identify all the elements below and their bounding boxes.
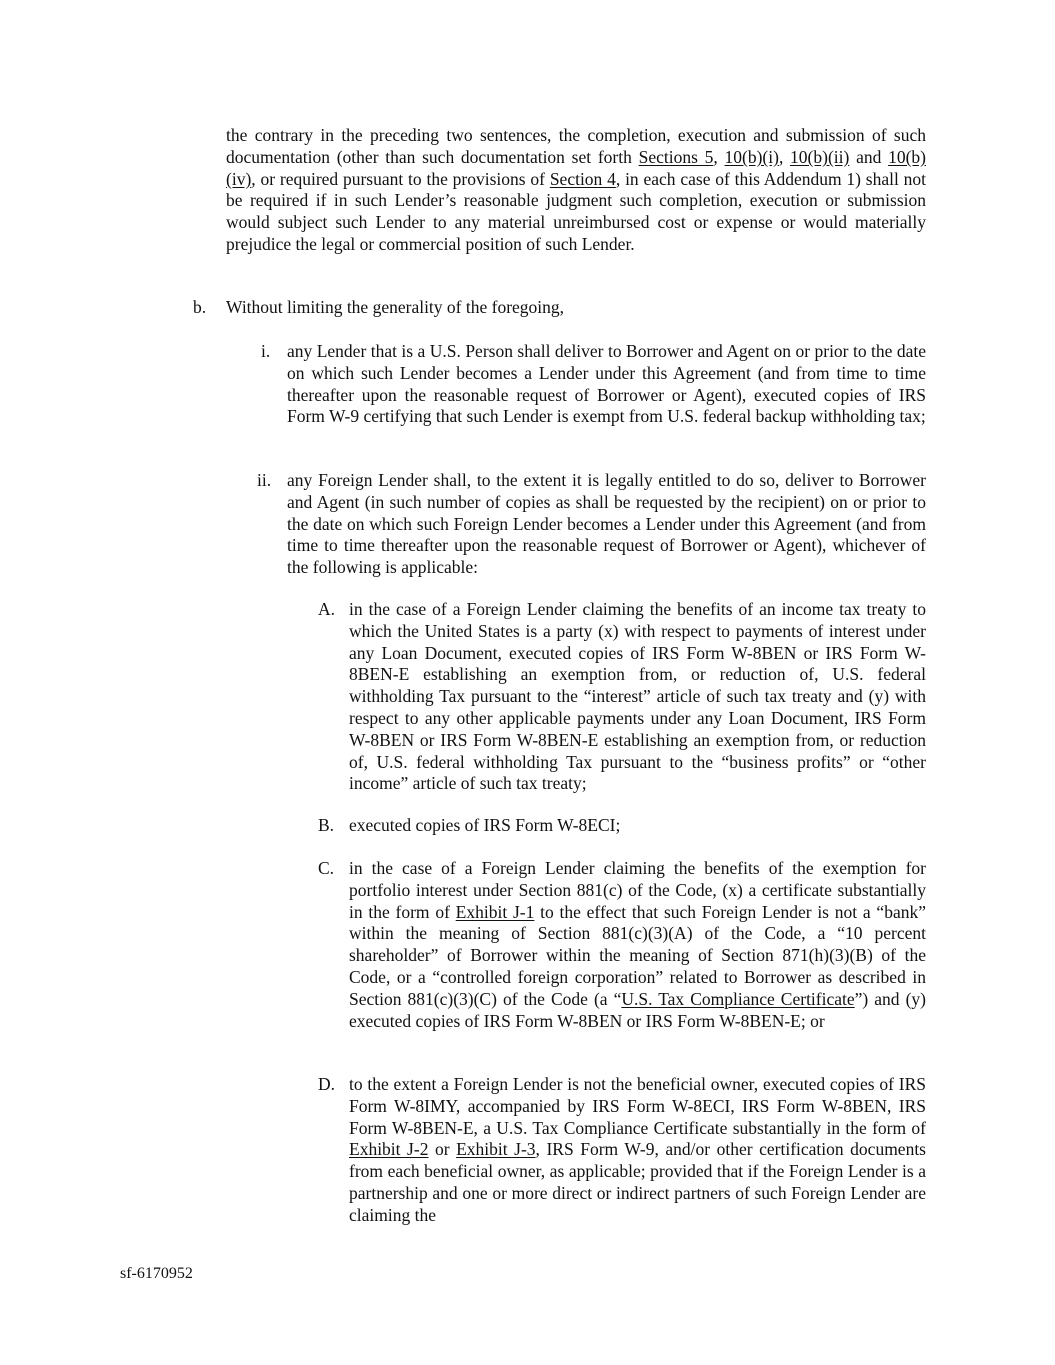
ref-section-4: Section 4	[549, 168, 616, 189]
intro-text-3: , or required pursuant to the provisions of	[251, 168, 550, 189]
intro-text-2: and	[849, 146, 889, 167]
intro-text-1: the contrary in the preceding two sentences, the completion, execution and submission of such documentation (other than such documentation set forth	[226, 125, 926, 167]
footer-doc-id: sf-6170952	[120, 1265, 193, 1282]
ref-10b-iv: 10(b)(iv)	[226, 146, 926, 189]
ref-exhibit-j3: Exhibit J-3	[456, 1139, 536, 1160]
item-c-text-2: to the effect that such Foreign Lender is not a “bank” within the meaning of Section 881(c)(3)(A) of the Code, a “10 percent shareholder” of Borrower within the meaning of Section 871(h)(3)(B) of the Code, or a “controlled foreign corporation” related to Borrower as described in Section 881(c)(3)(C) of the Code (a “	[349, 901, 926, 1009]
item-c-marker: C.	[318, 858, 335, 878]
ref-exhibit-j1: Exhibit J-1	[455, 901, 535, 922]
item-b-upper-text: executed copies of IRS Form W-8ECI;	[349, 815, 621, 835]
item-ii-marker: ii.	[257, 470, 272, 490]
item-a-marker: A.	[318, 599, 336, 619]
ref-sections-5: Sections 5	[638, 146, 714, 167]
item-i-text: any Lender that is a U.S. Person shall deliver to Borrower and Agent on or prior to the date on which such Lender becomes a Lender under this Agreement (and from time to time thereafter upon the reasonable request of Borrower or Agent), executed copies of IRS Form W-9 certifying that such Lender is exempt from U.S. federal backup withholding tax;	[287, 341, 926, 427]
item-a-text: in the case of a Foreign Lender claiming the benefits of an income tax treaty to which the United States is a party (x) with respect to payments of interest under any Loan Document, executed copies of IRS Form W-8BEN or IRS Form W-8BEN-E establishing an exemption from, or reduction of, U.S. federal withholding Tax pursuant to the “interest” article of such tax treaty and (y) with respect to any other applicable payments under any Loan Document, IRS Form W-8BEN or IRS Form W-8BEN-E establishing an exemption from, or reduction of, U.S. federal withholding Tax pursuant to the “business profits” or “other income” article of such tax treaty;	[349, 599, 926, 794]
item-c-paragraph	[349, 858, 926, 1032]
item-b-marker: b.	[193, 297, 207, 317]
intro-paragraph	[226, 125, 926, 256]
item-c-text-1: in the case of a Foreign Lender claiming the benefits of the exemption for portfolio interest under Section 881(c) of the Code, (x) a certificate substantially in the form of	[349, 858, 926, 922]
item-d-paragraph	[349, 1074, 926, 1227]
item-i-marker: i.	[261, 341, 271, 361]
ref-exhibit-j2: Exhibit J-2	[349, 1139, 429, 1160]
item-b-upper-marker: B.	[318, 815, 335, 835]
item-b-text: Without limiting the generality of the foregoing,	[226, 297, 565, 317]
item-d-marker: D.	[318, 1074, 336, 1094]
item-d-text-2: or	[428, 1139, 457, 1160]
ref-tax-compliance-certificate: U.S. Tax Compliance Certificate	[621, 988, 855, 1009]
item-d-text-3: , IRS Form W-9, and/or other certification documents from each beneficial owner, as applicable; provided that if the Foreign Lender is a partnership and one or more direct or indirect partners of such Foreign Lender are claiming the	[349, 1139, 926, 1225]
intro-sep-1: ,	[713, 146, 725, 167]
intro-sep-2: ,	[778, 146, 791, 167]
item-d-text-1: to the extent a Foreign Lender is not the beneficial owner, executed copies of IRS Form W-8IMY, accompanied by IRS Form W-8ECI, IRS Form W-8BEN, IRS Form W-8BEN-E, a U.S. Tax Compliance Certificate substantially in the form of	[349, 1074, 926, 1138]
intro-text-4: , in each case of this Addendum 1) shall not be required if in such Lender’s reasonable judgment such completion, execution or submission would subject such Lender to any material unreimbursed cost or expense or would materially prejudice the legal or commercial position of such Lender.	[226, 168, 927, 254]
item-c-text-3: ”) and (y) executed copies of IRS Form W-8BEN or IRS Form W-8BEN-E; or	[349, 988, 926, 1031]
ref-10b-i: 10(b)(i)	[724, 146, 779, 167]
item-ii-text: any Foreign Lender shall, to the extent it is legally entitled to do so, deliver to Borrower and Agent (in such number of copies as shall be requested by the recipient) on or prior to the date on which such Foreign Lender becomes a Lender under this Agreement (and from time to time thereafter upon the reasonable request of Borrower or Agent), whichever of the following is applicable:	[287, 470, 926, 578]
ref-10b-ii: 10(b)(ii)	[790, 146, 850, 167]
